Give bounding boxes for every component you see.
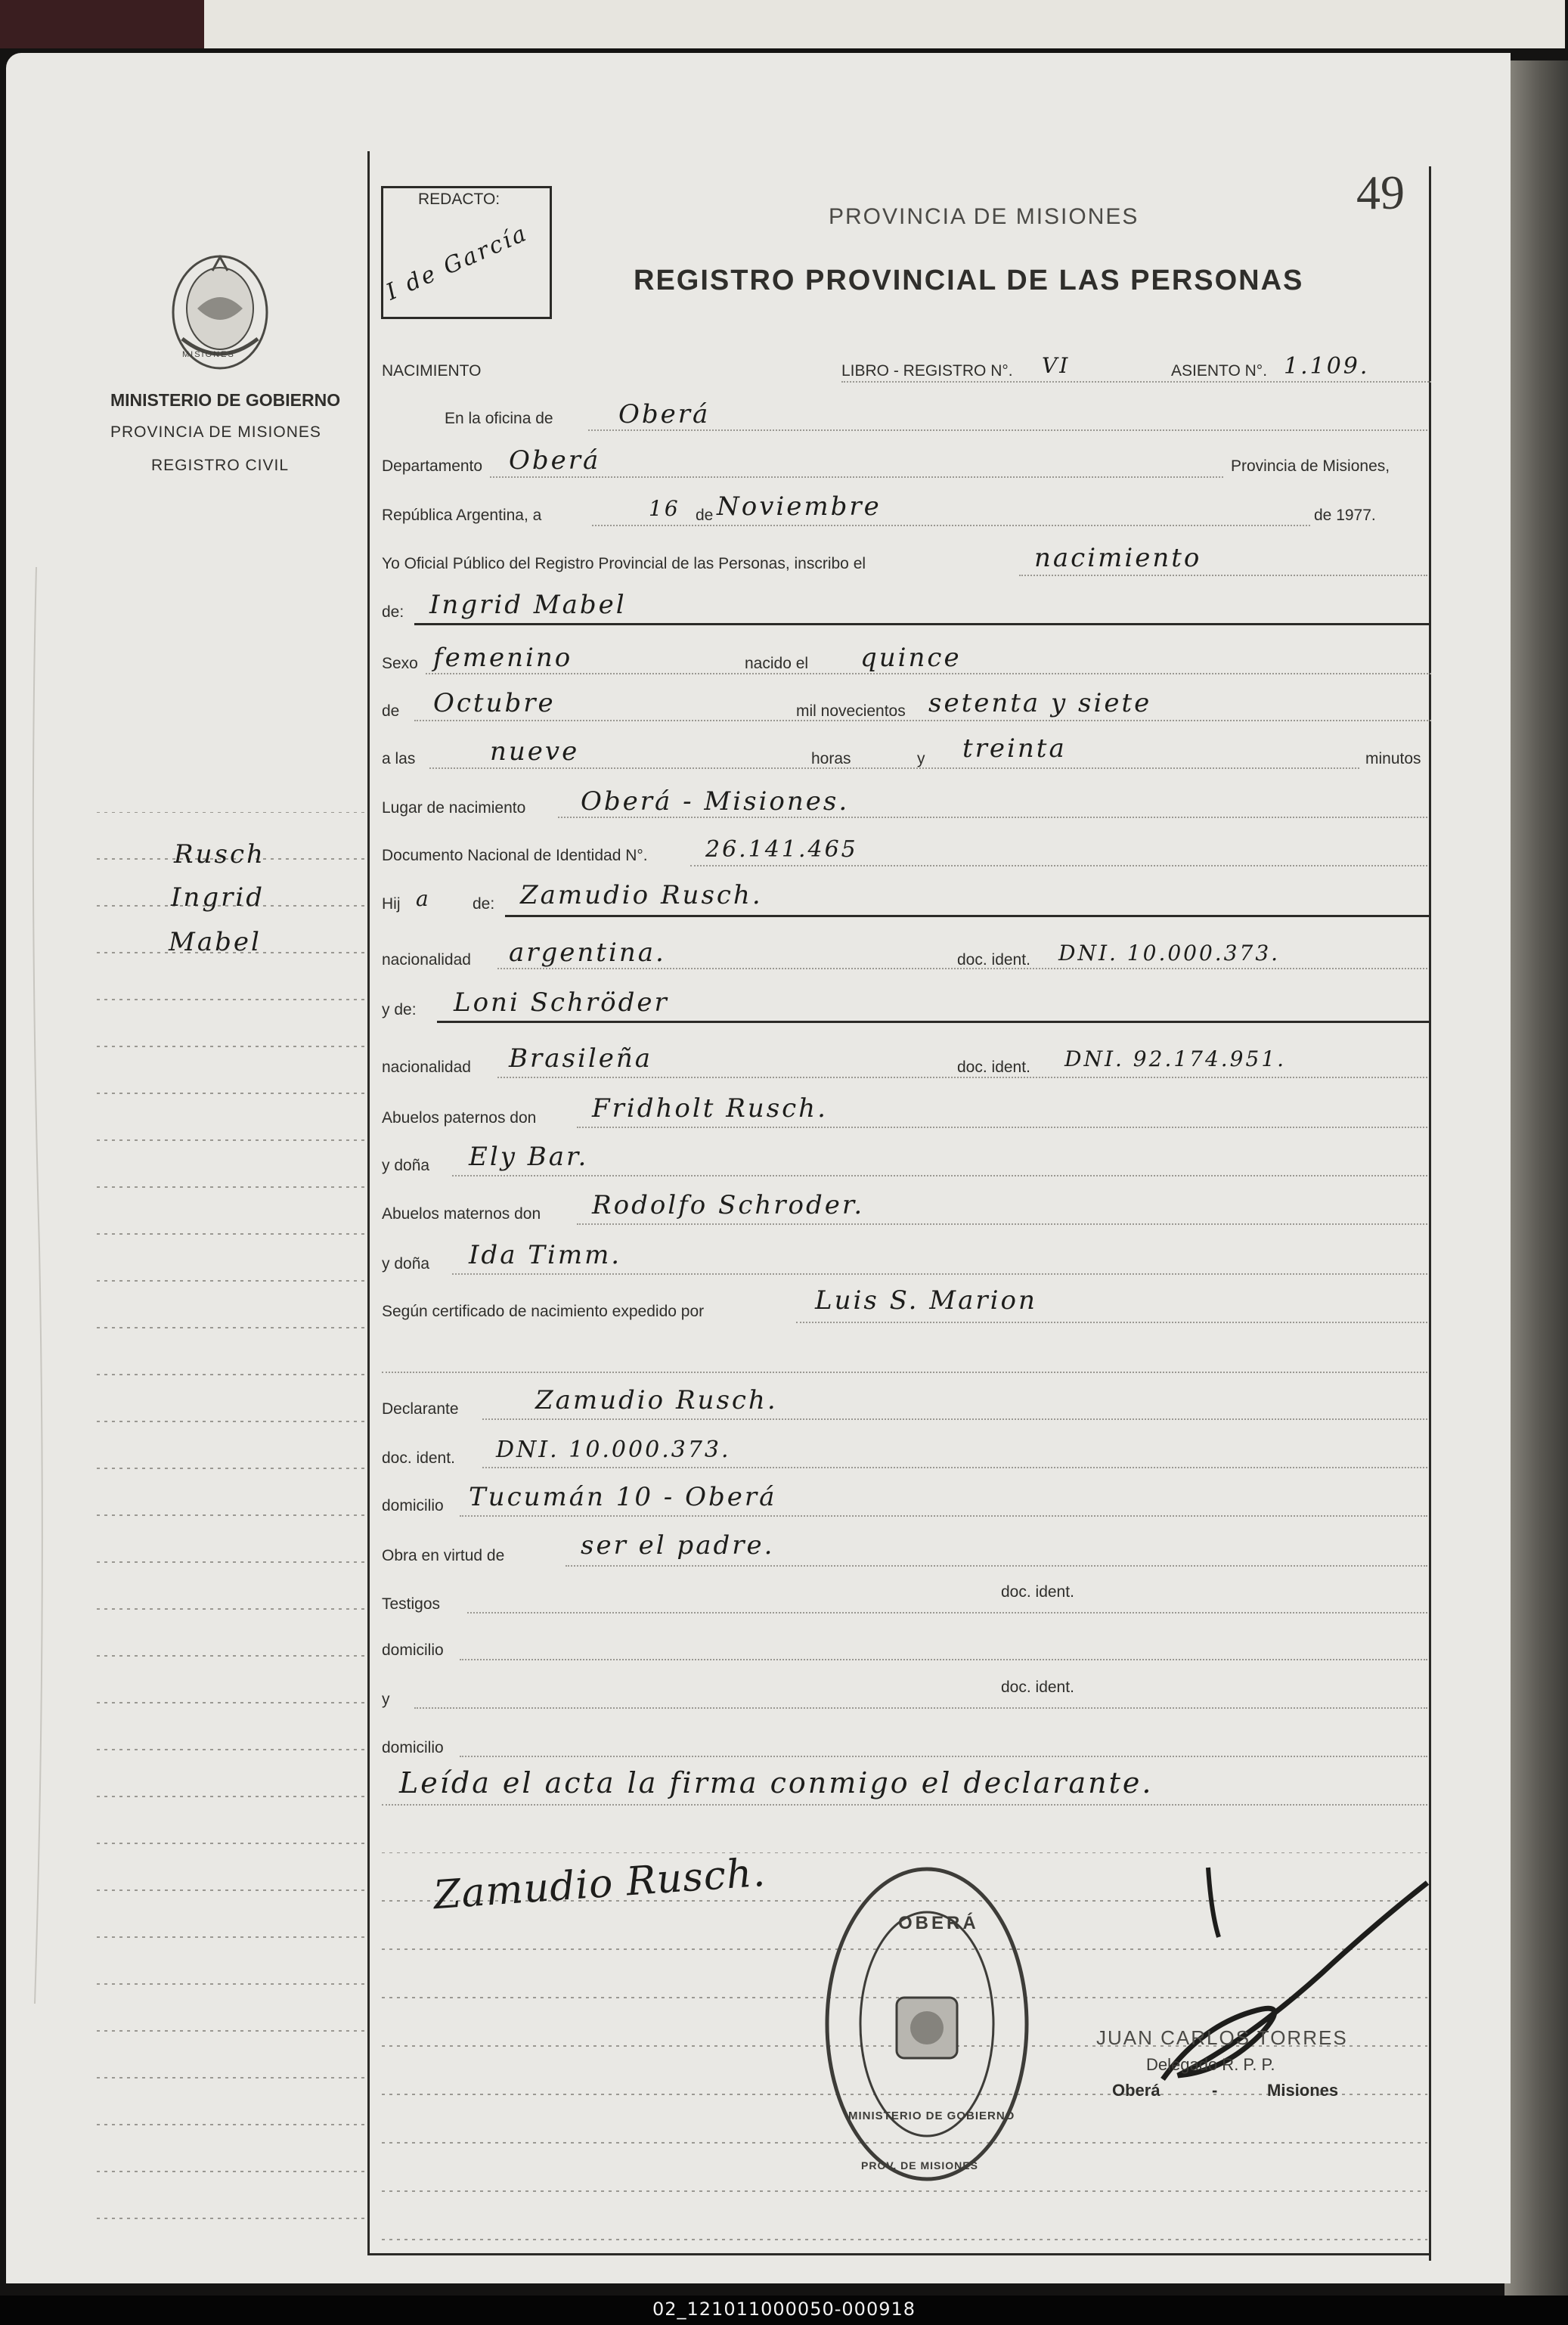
official-role: Delegado R. P. P. [1146,2055,1275,2074]
abuelo-materno-line [577,1223,1427,1225]
dni-line [690,865,1427,866]
official-place-sep: - [1212,2081,1218,2100]
padre-nacionalidad-line [497,968,1427,969]
libro-line [841,381,1431,383]
abuela-materna-label: y doña [382,1255,430,1273]
sexo-line [426,673,1431,674]
margin-name-2: Mabel [169,927,262,957]
padre-doc: DNI. 10.000.373. [1058,941,1281,966]
margin-ruled-lines [97,812,369,2249]
dni-label: Documento Nacional de Identidad N°. [382,847,648,864]
underlying-page-edge [204,0,1565,48]
declarante-line [482,1418,1427,1420]
oficina-line [588,429,1427,431]
testigo2-domicilio-line [460,1756,1427,1757]
a-las-label: a las [382,750,416,767]
acta-cierre: Leída el acta la firma conmigo el declarante. [399,1766,1154,1800]
hij-suffix: a [416,886,431,911]
seal-bottom-text: PROV. DE MISIONES [861,2159,978,2172]
oficina-label: En la oficina de [445,410,553,427]
abuela-materna-line [452,1273,1427,1275]
mil-label: mil novecientos [796,702,906,720]
official-name: JUAN CARLOS TORRES [1096,2026,1348,2049]
lugar-line [558,817,1427,818]
nacido-dia: quince [860,643,962,673]
official-seal-icon [821,1862,1033,2187]
ministry-province: PROVINCIA DE MISIONES [110,423,321,441]
declarante-label: Declarante [382,1400,459,1418]
official-place-2: Misiones [1267,2081,1339,2100]
nacido-de-label: de [382,702,400,720]
departamento-value: Oberá [509,445,601,476]
abuelo-materno: Rodolfo Schroder. [592,1190,865,1220]
abuelos-maternos-label: Abuelos maternos don [382,1205,541,1223]
provincia-label: Provincia de Misiones, [1231,457,1390,475]
margin-surname: Rusch [174,839,265,870]
frame-bottom-line [367,2253,1431,2255]
fecha-de-label: de [696,507,714,524]
nacido-label: nacido el [745,655,809,672]
madre-value: Loni Schröder [454,987,669,1018]
domicilio-line [460,1515,1427,1517]
madre-nacionalidad: Brasileña [509,1043,652,1074]
fecha-dia: 16 [649,496,680,521]
register-sheet [6,53,1511,2283]
margin-name-1: Ingrid [171,882,265,913]
domicilio-value: Tucumán 10 - Oberá [469,1482,777,1512]
y-label: y [917,750,925,767]
testigos-domicilio-line [460,1659,1427,1660]
padre-nacionalidad: argentina. [509,938,666,968]
inscribo-value: nacimiento [1034,543,1202,573]
cierre-line [382,1804,1427,1806]
nombre-line [414,623,1429,625]
hij-label: Hij [382,895,401,913]
certificado-value: Luis S. Marion [815,1285,1037,1316]
ministry-office: REGISTRO CIVIL [151,457,290,474]
hora-value: nueve [490,736,580,767]
fecha-anio-label: de 1977. [1314,507,1376,524]
abuelo-paterno-line [577,1127,1427,1128]
minutos-label: minutos [1365,750,1421,767]
hora-line [429,767,1359,769]
asiento-label: ASIENTO N°. [1171,362,1268,380]
certificado-line [796,1322,1427,1323]
padre-nacionalidad-label: nacionalidad [382,951,471,969]
departamento-label: Departamento [382,457,483,475]
obra-label: Obra en virtud de [382,1547,505,1564]
sexo-value: femenino [433,643,573,673]
dni-value: 26.141.465 [705,836,858,863]
testigo2-line [414,1707,1427,1709]
binding-stitch [21,567,51,2019]
madre-nacionalidad-label: nacionalidad [382,1059,471,1076]
testigo2-doc-label: doc. ident. [1001,1679,1074,1696]
madre-line [437,1021,1429,1023]
horas-label: horas [811,750,851,767]
testigo2-label: y [382,1691,390,1708]
departamento-line [490,476,1223,478]
domicilio-label: domicilio [382,1497,444,1514]
redacto-label: REDACTO: [418,191,500,208]
testigos-domicilio-label: domicilio [382,1641,444,1659]
lugar-label: Lugar de nacimiento [382,799,526,817]
declarante-doc-line [482,1467,1427,1468]
abuela-materna: Ida Timm. [469,1240,622,1270]
madre-doc: DNI. 92.174.951. [1064,1046,1287,1071]
padre-doc-label: doc. ident. [957,951,1030,969]
testigos-line [467,1612,1427,1614]
oficina-value: Oberá [618,399,711,429]
certificado-label: Según certificado de nacimiento expedido por [382,1303,705,1320]
seal-top-text: OBERÁ [898,1913,979,1933]
abuela-paterna-line [452,1175,1427,1176]
record-section-label: NACIMIENTO [382,362,482,380]
asiento-value: 1.109. [1284,353,1370,380]
redacto-signature: I de García [382,219,532,306]
folio-number: 49 [1356,166,1405,219]
ministry-title: MINISTERIO DE GOBIERNO [110,390,341,410]
book-cover-corner [0,0,204,48]
emblem-label: MISIONES [182,350,235,359]
nombre-label: de: [382,603,404,621]
mes-line [414,720,1431,721]
sexo-label: Sexo [382,655,418,672]
madre-doc-label: doc. ident. [957,1059,1030,1076]
testigos-doc-label: doc. ident. [1001,1583,1074,1601]
nombre-value: Ingrid Mabel [429,590,627,620]
fecha-mes: Noviembre [717,491,882,522]
inscribo-line [1019,575,1427,576]
padre-value: Zamudio Rusch. [520,880,763,910]
declarante-doc: DNI. 10.000.373. [496,1437,731,1463]
obra-line [566,1565,1427,1567]
testigos-label: Testigos [382,1595,441,1613]
abuela-paterna: Ely Bar. [469,1142,589,1172]
abuelo-paterno: Fridholt Rusch. [592,1093,828,1124]
madre-nacionalidad-line [497,1077,1427,1078]
minutos-value: treinta [962,733,1067,764]
fecha-line [592,525,1310,526]
testigo2-domicilio-label: domicilio [382,1739,444,1756]
obra-value: ser el padre. [581,1530,775,1561]
declarante-doc-label: doc. ident. [382,1449,455,1467]
madre-label: y de: [382,1001,417,1018]
libro-value: VI [1042,353,1071,378]
republica-label: República Argentina, a [382,507,542,524]
libro-label: LIBRO - REGISTRO N°. [841,362,1013,380]
padre-de-label: de: [473,895,495,913]
official-place-1: Oberá [1112,2081,1161,2100]
padre-line [505,915,1429,917]
header-registry: REGISTRO PROVINCIAL DE LAS PERSONAS [634,265,1304,296]
abuelos-paternos-label: Abuelos paternos don [382,1109,537,1127]
lugar-value: Oberá - Misiones. [581,786,850,817]
blank-line-1 [382,1372,1427,1373]
book-binding-edge [1504,60,1568,2299]
nacido-mes: Octubre [433,688,556,718]
abuela-paterna-label: y doña [382,1157,430,1174]
declarante-signature: Zamudio Rusch. [432,1849,767,1919]
header-province: PROVINCIA DE MISIONES [829,204,1139,229]
nacido-anio: setenta y siete [928,688,1152,718]
seal-inner-text: MINISTERIO DE GOBIERNO [848,2110,1015,2122]
inscribo-label: Yo Oficial Público del Registro Provincial de las Personas, inscribo el [382,555,866,572]
declarante-value: Zamudio Rusch. [535,1385,778,1415]
scan-id: 02_121011000050-000918 [652,2299,916,2320]
